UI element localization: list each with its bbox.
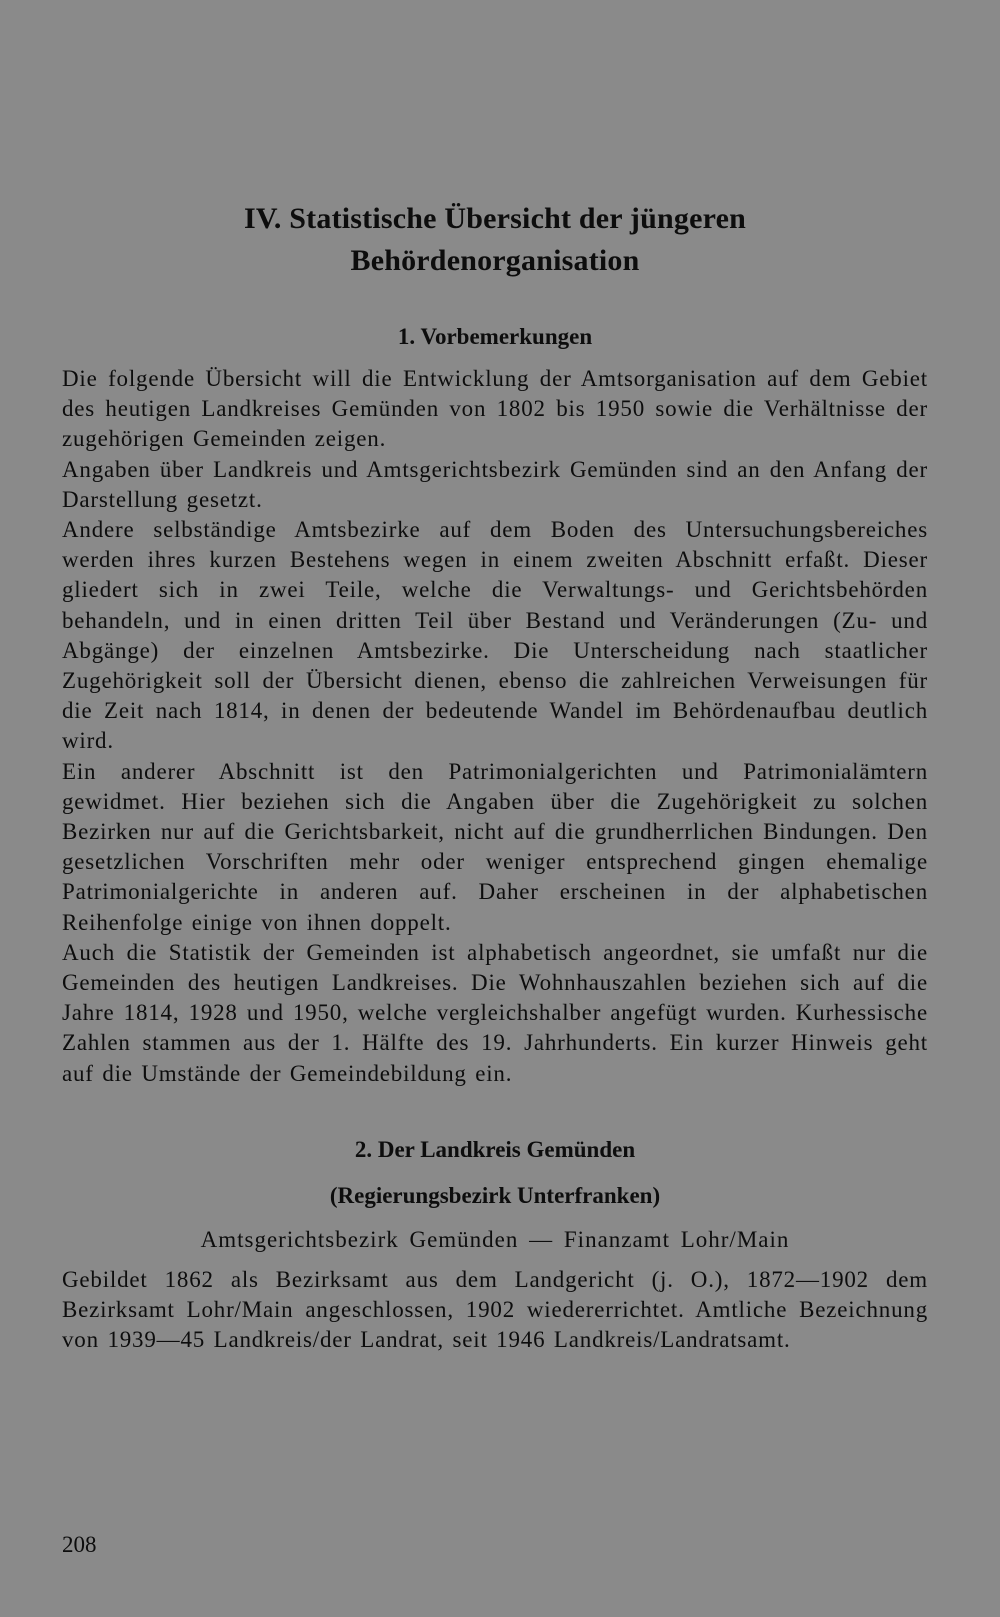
page-number: 208 bbox=[62, 1532, 97, 1557]
section-heading-vorbemerkungen: 1. Vorbemerkungen bbox=[397, 324, 593, 349]
paragraph: Ein anderer Abschnitt ist den Patrimonialgerichten und Patrimonialämtern gewidmet. Hier beziehen sich die Angaben über die Zugehörigkeit zu solchen Bezirken nur auf die Gerichtsbarkeit, nicht auf die grundherrlichen Bindungen. Den gesetzlichen Vorschriften mehr oder weniger entsprechend gingen ehemalige Patrimonialgerichte in anderen auf. Daher erscheinen in der alphabetischen Reihenfolge einige von ihnen doppelt. bbox=[62, 758, 928, 935]
court-district-line: Amtsgerichtsbezirk Gemünden — Finanzamt Lohr/Main bbox=[200, 1226, 790, 1252]
paragraph: Andere selbständige Amtsbezirke auf dem Boden des Untersuchungsbereiches werden ihres kurzen Bestehens wegen in einem zweiten Abschnitt erfaßt. Dieser gliedert sich in zwei Teile, welche die Verwaltungs- und Gerichtsbehörden behandeln, und in einen dritten Teil über Bestand und Veränderungen (Zu- und Abgänge) der einzelnen Amtsbezirke. Die Unterscheidung nach staatlicher Zugehörigkeit soll der Übersicht dienen, ebenso die zahlreichen Verweisungen für die Zeit nach 1814, in denen der bedeutende Wandel im Behördenaufbau deutlich wird. bbox=[62, 517, 928, 754]
section-subheading: (Regierungsbezirk Unterfranken) bbox=[329, 1182, 661, 1208]
paragraph: Angaben über Landkreis und Amtsgerichtsbezirk Gemünden sind an den Anfang der Darstellung gesetzt. bbox=[62, 456, 928, 512]
chapter-title-line-1: IV. Statistische Übersicht der jüngeren bbox=[244, 202, 746, 235]
document-page bbox=[62, 198, 928, 1355]
chapter-title-line-2: Behördenorganisation bbox=[350, 244, 640, 277]
section-heading-landkreis: 2. Der Landkreis Gemünden bbox=[354, 1136, 636, 1162]
paragraph: Gebildet 1862 als Bezirksamt aus dem Landgericht (j. O.), 1872—1902 dem Bezirksamt Lohr/Main angeschlossen, 1902 wiedererrichtet. Amtliche Bezeichnung von 1939—45 Landkreis/der Landrat, seit 1946 Landkreis/Landratsamt. bbox=[62, 1266, 928, 1353]
paragraph: Die folgende Übersicht will die Entwicklung der Amtsorganisation auf dem Gebiet des heutigen Landkreises Gemünden von 1802 bis 1950 sowie die Verhältnisse der zugehörigen Gemeinden zeigen. bbox=[62, 366, 928, 452]
chapter-title bbox=[62, 198, 928, 282]
paragraph: Auch die Statistik der Gemeinden ist alphabetisch angeordnet, sie umfaßt nur die Gemeinden des heutigen Landkreises. Die Wohnhauszahlen beziehen sich auf die Jahre 1814, 1928 und 1950, welche vergleichshalber angefügt wurden. Kurhessische Zahlen stammen aus der 1. Hälfte des 19. Jahrhunderts. Ein kurzer Hinweis geht auf die Umstände der Gemeindebildung ein. bbox=[62, 939, 928, 1086]
